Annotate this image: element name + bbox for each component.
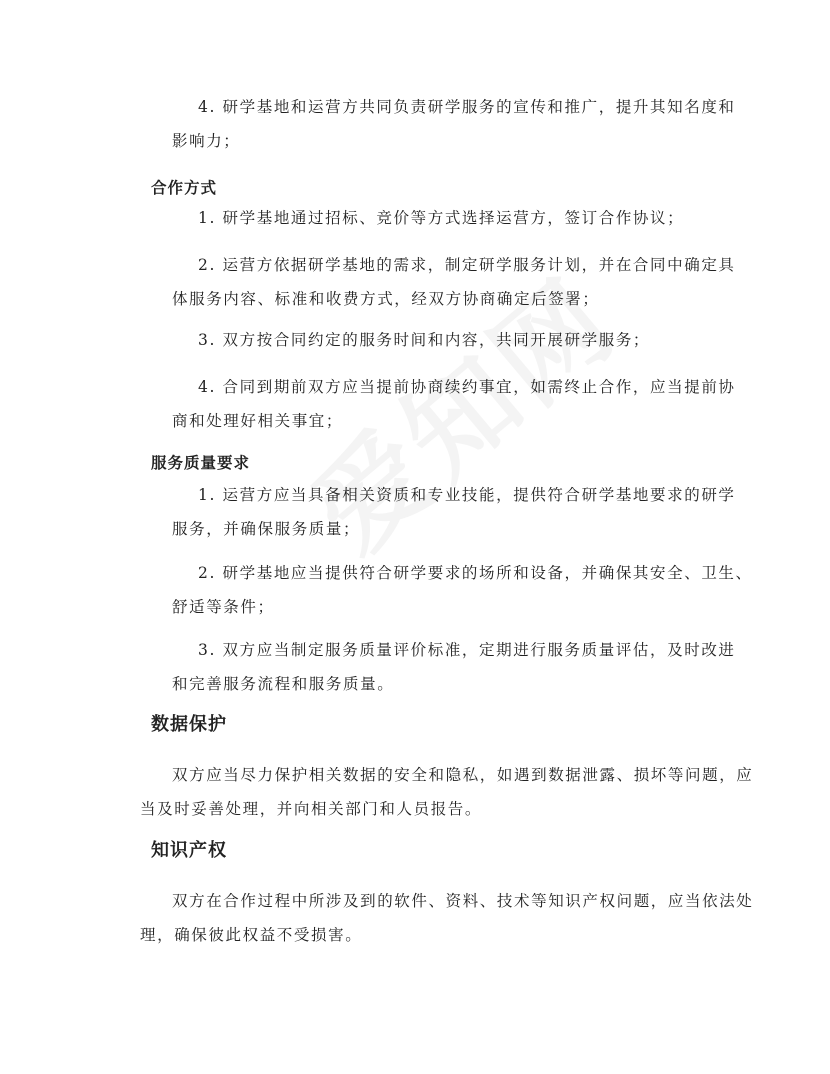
paragraph-promotion-line2: 影响力； <box>172 132 241 150</box>
heading-intellectual-property: 知识产权 <box>151 840 227 861</box>
paragraph-quality-2-line1: 2. 研学基地应当提供符合研学要求的场所和设备，并确保其安全、卫生、 <box>198 564 753 582</box>
paragraph-data-protection-line2: 当及时妥善处理，并向相关部门和人员报告。 <box>140 800 483 818</box>
paragraph-quality-3-line1: 3. 双方应当制定服务质量评价标准，定期进行服务质量评估，及时改进 <box>198 641 736 659</box>
heading-service-quality: 服务质量要求 <box>151 454 251 472</box>
paragraph-mode-2-line2: 体服务内容、标准和收费方式，经双方协商确定后签署； <box>172 290 600 308</box>
paragraph-mode-3: 3. 双方按合同约定的服务时间和内容，共同开展研学服务； <box>198 331 651 349</box>
paragraph-quality-1-line1: 1. 运营方应当具备相关资质和专业技能，提供符合研学基地要求的研学 <box>198 486 736 504</box>
paragraph-quality-2-line2: 舒适等条件； <box>172 598 275 616</box>
paragraph-data-protection-line1: 双方应当尽力保护相关数据的安全和隐私，如遇到数据泄露、损坏等问题，应 <box>172 766 754 784</box>
paragraph-ip-line2: 理，确保彼此权益不受损害。 <box>140 926 363 944</box>
paragraph-ip-line1: 双方在合作过程中所涉及到的软件、资料、技术等知识产权问题，应当依法处 <box>172 892 754 910</box>
paragraph-quality-3-line2: 和完善服务流程和服务质量。 <box>172 675 395 693</box>
heading-cooperation-mode: 合作方式 <box>151 179 218 197</box>
paragraph-quality-1-line2: 服务，并确保服务质量； <box>172 520 361 538</box>
paragraph-mode-4-line2: 商和处理好相关事宜； <box>172 412 344 430</box>
paragraph-mode-1: 1. 研学基地通过招标、竞价等方式选择运营方，签订合作协议； <box>198 209 685 227</box>
paragraph-mode-2-line1: 2. 运营方依据研学基地的需求，制定研学服务计划，并在合同中确定具 <box>198 256 736 274</box>
paragraph-promotion-line1: 4. 研学基地和运营方共同负责研学服务的宣传和推广，提升其知名度和 <box>198 98 736 116</box>
heading-data-protection: 数据保护 <box>151 714 227 735</box>
paragraph-mode-4-line1: 4. 合同到期前双方应当提前协商续约事宜，如需终止合作，应当提前协 <box>198 378 736 396</box>
